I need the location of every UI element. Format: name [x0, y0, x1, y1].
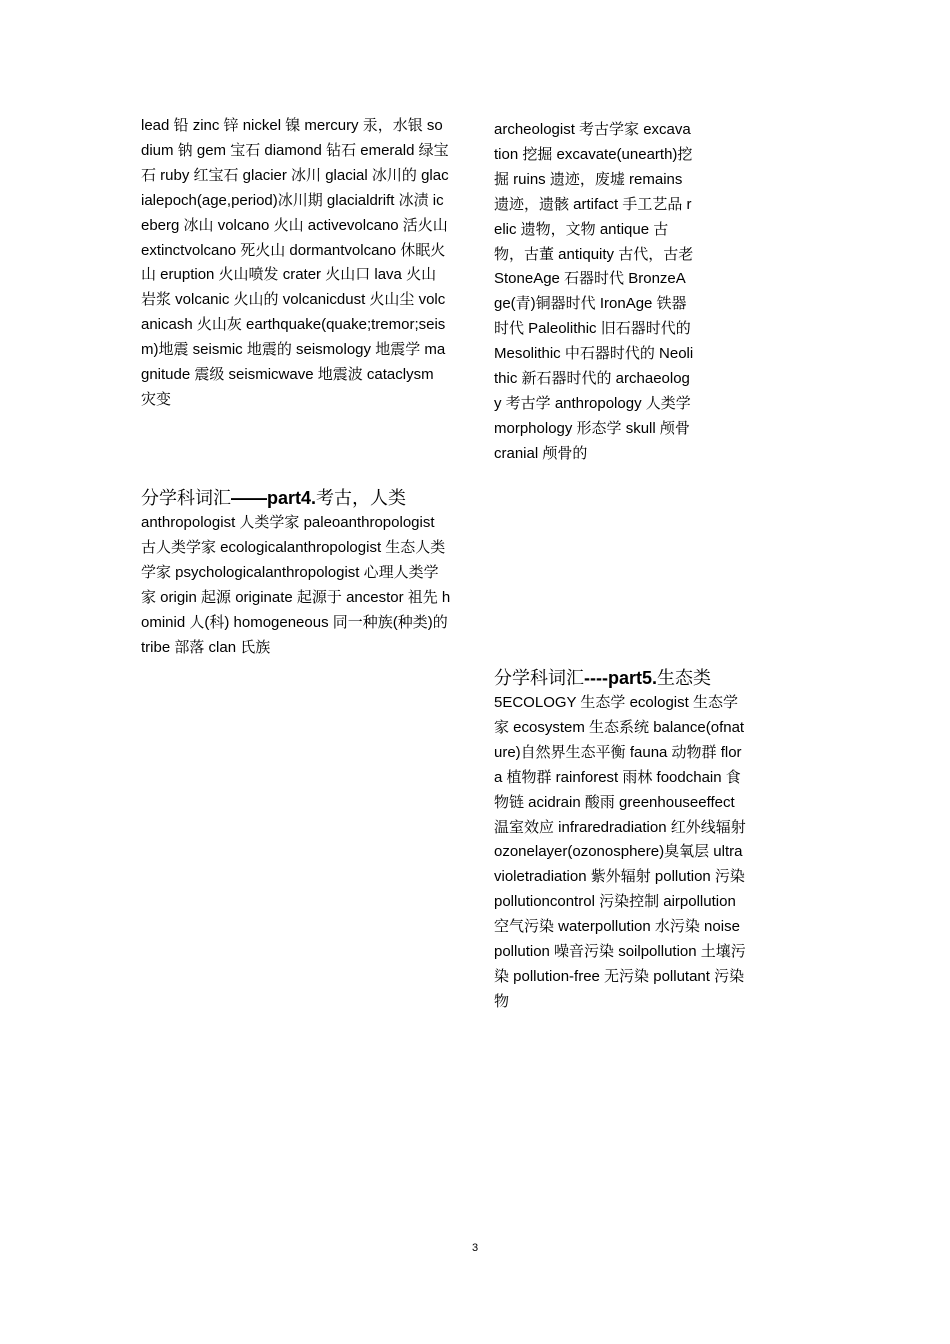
- part4-heading: [141, 485, 406, 511]
- part4-heading-bold: ——part4.: [231, 488, 317, 508]
- page-number: 3: [471, 1242, 479, 1254]
- anthropology-vocabulary-paragraph: anthropologist 人类学家 paleoanthropologist 古人类学家 ecologicalanthropologist 生态人类学家 psychologicalanthropologist 心理人类学家 origin 起源 originate 起源于 ancestor 祖先 hominid 人(科) homogeneous 同一种族(种类)的 tribe 部落 clan 氏族: [141, 514, 451, 656]
- part5-heading-suffix: 生态类: [657, 668, 711, 688]
- part4-heading-prefix: 分学科词汇: [141, 488, 231, 508]
- anthropology-vocabulary-text: [141, 511, 451, 660]
- geology-vocabulary-text: [141, 114, 451, 413]
- part4-heading-suffix: 考古，人类: [316, 488, 407, 508]
- ecology-vocabulary-paragraph: 5ECOLOGY 生态学 ecologist 生态学家 ecosystem 生态系统 balance(ofnature)自然界生态平衡 fauna 动物群 flora 植物群 rainforest 雨林 foodchain 食物链 acidrain 酸雨 greenhouseeffect 温室效应 infraredradiation 红外线辐射 ozonelayer(ozonosphere)臭氧层 ultravioletradiation 紫外辐射 pollution 污染 pollutioncontrol 污染控制 airpollution 空气污染 waterpollution 水污染 noisepollution 噪音污染 soilpollution 土壤污染 pollution-free 无污染 pollutant 污染物: [494, 694, 746, 1010]
- ecology-vocabulary-text: [494, 691, 746, 1015]
- geology-vocabulary-paragraph: lead 铅 zinc 锌 nickel 镍 mercury 汞，水银 sodium 钠 gem 宝石 diamond 钻石 emerald 绿宝石 ruby 红宝石 glacier 冰川 glacial 冰川的 glacialepoch(age,period)冰川期 glacialdrift 冰渍 iceberg 冰山 volcano 火山 activevolcano 活火山 extinctvolcano 死火山 dormantvolcano 休眠火山 eruption 火山喷发 crater 火山口 lava 火山岩浆 volcanic 火山的 volcanicdust 火山尘 volcanicash 火山灰 earthquake(quake;tremor;seism)地震 seismic 地震的 seismology 地震学 magnitude 震级 seismicwave 地震波 cataclysm 灾变: [141, 117, 449, 408]
- part5-heading-prefix: 分学科词汇: [494, 668, 584, 688]
- part5-heading: [494, 665, 711, 691]
- part5-heading-bold: ----part5.: [584, 668, 657, 688]
- archaeology-vocabulary-text: [494, 118, 694, 467]
- archaeology-vocabulary-paragraph: archeologist 考古学家 excavation 挖掘 excavate(unearth)挖掘 ruins 遗迹，废墟 remains 遗迹，遗骸 artifact 手工艺品 relic 遗物，文物 antique 古物，古董 antiquity 古代，古老 StoneAge 石器时代 BronzeAge(青)铜器时代 IronAge 铁器时代 Paleolithic 旧石器时代的 Mesolithic 中石器时代的 Neolithic 新石器时代的 archaeology 考古学 anthropology 人类学 morphology 形态学 skull 颅骨 cranial 颅骨的: [494, 121, 694, 462]
